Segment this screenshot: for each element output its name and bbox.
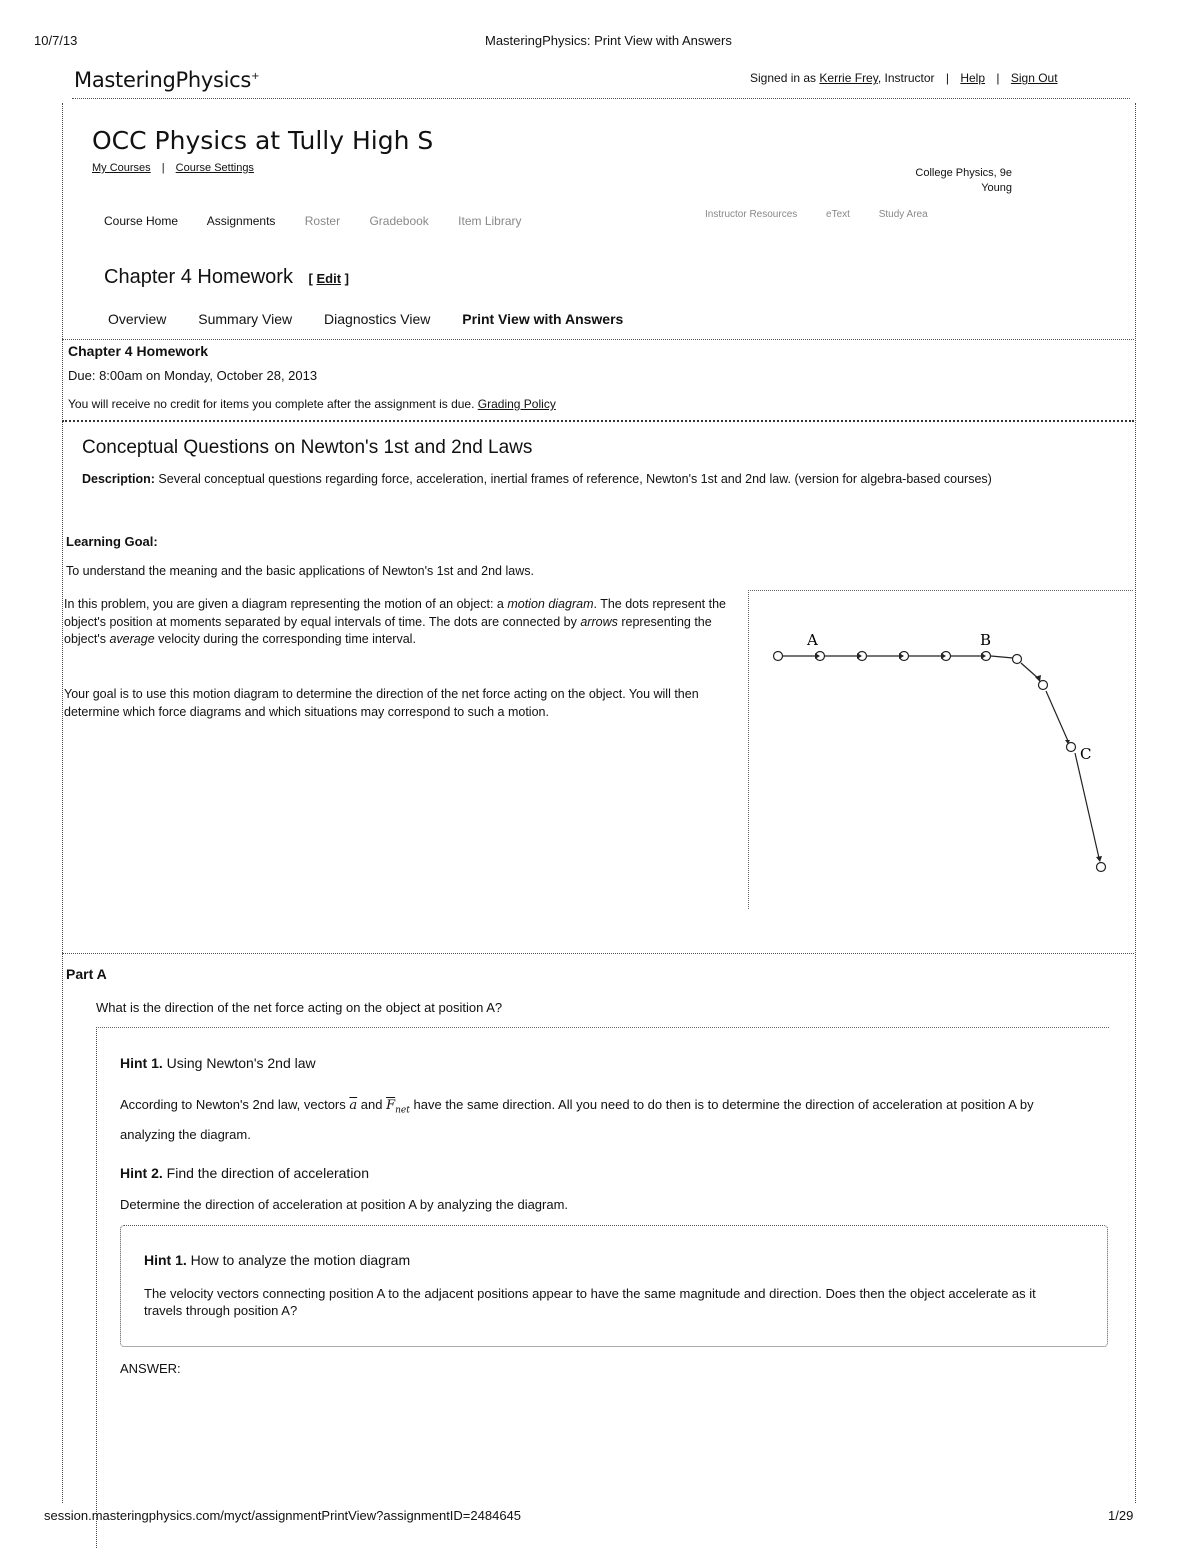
- arrow-head: [857, 653, 862, 659]
- homework-heading: Chapter 4 Homework: [68, 343, 209, 359]
- assignment-title: [104, 266, 349, 289]
- due-date: Due: 8:00am on Monday, October 28, 2013: [68, 368, 318, 383]
- hint-2-body: Determine the direction of acceleration at position A by analyzing the diagram.: [120, 1197, 569, 1212]
- tab-overview[interactable]: Overview: [108, 311, 167, 327]
- main-nav: [104, 214, 548, 228]
- nav-roster[interactable]: Roster: [304, 214, 341, 228]
- para1-text-c: representing the object's: [64, 614, 712, 646]
- grading-policy-link[interactable]: Grading Policy: [477, 397, 556, 411]
- vector-fnet: [386, 1098, 410, 1116]
- user-name-link[interactable]: Kerrie Frey: [819, 71, 878, 85]
- description-label: Description:: [82, 472, 155, 486]
- credit-text: You will receive no credit for items you complete after the assignment is due.: [68, 397, 475, 411]
- user-role: , Instructor: [877, 71, 935, 85]
- nav-item-library[interactable]: Item Library: [458, 214, 522, 228]
- nav-instructor-resources[interactable]: Instructor Resources: [705, 209, 798, 220]
- vector-a-symbol: $\overline{a}$: [349, 1098, 358, 1113]
- hint-1-text-a: According to Newton's 2nd law, vectors: [120, 1097, 346, 1112]
- label-c: C: [1080, 745, 1092, 763]
- tab-diagnostics-view[interactable]: Diagnostics View: [324, 311, 431, 327]
- hint-2-title-text: Find the direction of acceleration: [166, 1165, 370, 1181]
- help-link[interactable]: Help: [960, 71, 986, 85]
- print-title: MasteringPhysics: Print View with Answers: [485, 33, 732, 48]
- nested-hint-1-title[interactable]: [144, 1252, 410, 1268]
- vector-f-symbol: $\overline{F}$: [386, 1098, 396, 1113]
- assignment-tabs: [108, 311, 651, 327]
- nested-hint-1-title-text: How to analyze the motion diagram: [190, 1252, 411, 1268]
- arrow-head: [1096, 856, 1102, 862]
- hint-1-label: Hint 1.: [120, 1055, 163, 1071]
- top-divider: [72, 98, 1130, 99]
- hint-1-title-text: Using Newton's 2nd law: [166, 1055, 316, 1071]
- signin-bar: Signed in as Kerrie Frey, Instructor | Help | Sign Out: [750, 71, 1058, 85]
- para1-text-b: . The dots represent the object's position at moments separated by equal intervals of time. The dots are connected by: [64, 597, 726, 629]
- position-dot: [1097, 863, 1106, 872]
- para1-text-a: In this problem, you are given a diagram representing the motion of an object: a: [64, 597, 504, 611]
- velocity-arrow: [1075, 753, 1099, 858]
- para1-em-motion-diagram: motion diagram: [507, 597, 594, 611]
- label-b: B: [980, 631, 992, 649]
- edit-label: Edit: [316, 271, 342, 286]
- learning-goal-label: Learning Goal:: [66, 534, 158, 549]
- velocity-arrow: [991, 656, 1013, 658]
- nav-study-area[interactable]: Study Area: [878, 209, 928, 220]
- vector-f-subscript: net: [395, 1105, 410, 1116]
- nav-assignments[interactable]: Assignments: [206, 214, 276, 228]
- problem-description: [82, 470, 1102, 488]
- problem-title: Conceptual Questions on Newton's 1st and 2nd Laws: [82, 437, 533, 458]
- tab-summary-view[interactable]: Summary View: [198, 311, 293, 327]
- answer-label: ANSWER:: [120, 1361, 181, 1376]
- nested-hint-1-label: Hint 1.: [144, 1252, 187, 1268]
- nav-gradebook[interactable]: Gradebook: [369, 214, 429, 228]
- footer-page-number: 1/29: [1108, 1508, 1134, 1523]
- label-a: A: [807, 631, 818, 649]
- hint-2-title[interactable]: [120, 1165, 369, 1181]
- logo-text: MasteringPhysics: [74, 68, 252, 92]
- signed-in-prefix: Signed in as: [750, 71, 817, 85]
- vector-a: [349, 1098, 357, 1113]
- nav-course-home[interactable]: Course Home: [104, 214, 179, 228]
- book-author: Young: [981, 182, 1012, 194]
- course-title: OCC Physics at Tully High S: [92, 126, 434, 155]
- course-settings-link[interactable]: Course Settings: [175, 162, 254, 174]
- print-date: 10/7/13: [34, 33, 78, 48]
- book-info: [860, 166, 1012, 196]
- position-dot: [1013, 655, 1022, 664]
- motion-diagram: [748, 590, 1133, 909]
- header-divider: [62, 420, 1134, 422]
- tabs-divider: [62, 339, 1134, 340]
- goal-paragraph: Your goal is to use this motion diagram to determine the direction of the net force acting on the object. You will then determine which force diagrams and which situations may correspond to such a motion.: [64, 687, 699, 719]
- credit-notice: [68, 397, 556, 411]
- nav-etext[interactable]: eText: [826, 209, 850, 220]
- intro-paragraph: [64, 596, 734, 649]
- arrow-head: [941, 653, 946, 659]
- assignment-title-text: Chapter 4 Homework: [104, 266, 293, 288]
- hint-1-text-b: and: [360, 1097, 383, 1112]
- part-a-question: What is the direction of the net force acting on the object at position A?: [96, 1000, 503, 1015]
- hint-1-text-c: have the same direction. All you need to do then is to determine the direction of acceleration at position A by analyzing the diagram.: [120, 1097, 1034, 1142]
- position-dot: [1067, 743, 1076, 752]
- tab-print-view[interactable]: Print View with Answers: [462, 311, 624, 327]
- hint-2-label: Hint 2.: [120, 1165, 163, 1181]
- book-title: College Physics, 9e: [915, 167, 1012, 179]
- para1-em-average: average: [109, 632, 155, 646]
- learning-goal-text: To understand the meaning and the basic applications of Newton's 1st and 2nd laws.: [66, 564, 534, 578]
- secondary-nav: [705, 209, 954, 220]
- nested-hint-1-body: The velocity vectors connecting position A to the adjacent positions appear to have the same magnitude and direction. Does then the object accelerate as it travels through position A?: [144, 1286, 1036, 1318]
- motion-diagram-svg: [749, 591, 1133, 909]
- para1-text-d: velocity during the corresponding time interval.: [158, 632, 416, 646]
- velocity-arrow: [1046, 691, 1068, 741]
- footer-url: session.masteringphysics.com/myct/assignmentPrintView?assignmentID=2484645: [44, 1508, 522, 1523]
- hint-1-title[interactable]: [120, 1055, 316, 1071]
- part-a-label: Part A: [66, 966, 107, 982]
- course-links: My Courses | Course Settings: [92, 162, 254, 174]
- arrow-head: [981, 653, 986, 659]
- my-courses-link[interactable]: My Courses: [92, 162, 151, 174]
- arrow-head: [899, 653, 904, 659]
- arrow-head: [815, 653, 820, 659]
- mastering-physics-logo[interactable]: MasteringPhysics+: [74, 68, 260, 92]
- hint-1-body: [120, 1093, 1060, 1146]
- edit-link[interactable]: [ Edit ]: [308, 271, 349, 286]
- description-text: Several conceptual questions regarding force, acceleration, inertial frames of reference, Newton's 1st and 2nd law. (version for algebra-based courses): [158, 472, 992, 486]
- position-dot: [774, 652, 783, 661]
- problem-divider: [62, 953, 1134, 954]
- para1-em-arrows: arrows: [580, 614, 618, 629]
- sign-out-link[interactable]: Sign Out: [1010, 71, 1058, 85]
